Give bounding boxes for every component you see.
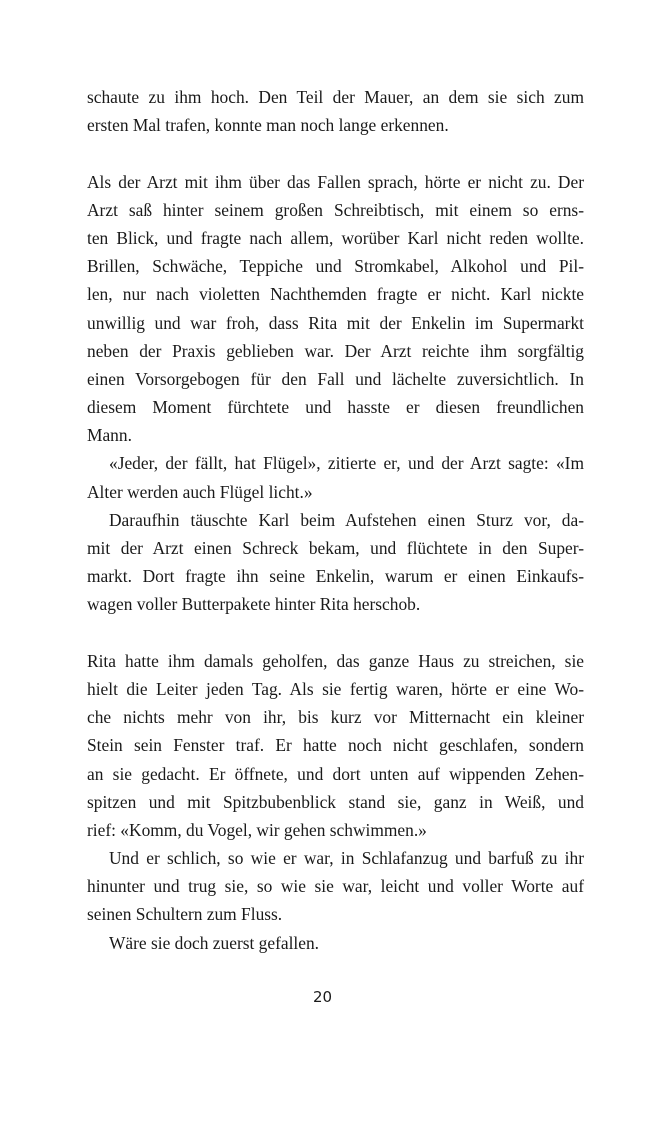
- text-line: len, nur nach violetten Nachthemden fragte er nicht. Karl nickte: [87, 284, 584, 305]
- text-line: Als der Arzt mit ihm über das Fallen sprach, hörte er nicht zu. Der: [87, 171, 584, 192]
- text-line: mit der Arzt einen Schreck bekam, und flüchtete in den Super-: [87, 538, 584, 558]
- paragraph-4: [87, 506, 584, 619]
- paragraph-5: [87, 647, 584, 844]
- text-line: Mann.: [87, 425, 132, 446]
- text-line: ersten Mal trafen, konnte man noch lange erkennen.: [87, 115, 449, 136]
- text-line: neben der Praxis geblieben war. Der Arzt reichte ihm sorgfältig: [87, 340, 584, 361]
- text-line: rief: «Komm, du Vogel, wir gehen schwimmen.»: [87, 819, 427, 840]
- text-line: che nichts mehr von ihr, bis kurz vor Mitternacht ein kleiner: [87, 707, 584, 728]
- paragraph-2: [87, 168, 584, 450]
- text-line: wagen voller Butterpakete hinter Rita herschob.: [87, 594, 421, 615]
- text-line: Arzt saß hinter seinem großen Schreibtisch, mit einem so erns-: [87, 199, 584, 220]
- body-text: [87, 83, 584, 957]
- section-break: [87, 619, 584, 647]
- paragraph-1: [87, 83, 584, 139]
- text-line: diesem Moment fürchtete und hasste er diesen freundlichen: [87, 397, 584, 418]
- text-line: Und er schlich, so wie er war, in Schlafanzug und barfuß zu ihr: [109, 848, 584, 869]
- text-line: schaute zu ihm hoch. Den Teil der Mauer, an dem sie sich zum: [87, 87, 584, 107]
- paragraph-3: [87, 449, 584, 505]
- text-line: spitzen und mit Spitzbubenblick stand sie, ganz in Weiß, und: [87, 791, 584, 812]
- text-line: Wäre sie doch zuerst gefallen.: [109, 932, 320, 953]
- text-line: hinunter und trug sie, so wie sie war, leicht und voller Worte auf: [87, 876, 584, 897]
- paragraph-7: [87, 929, 584, 957]
- text-line: Alter werden auch Flügel licht.»: [87, 481, 313, 502]
- text-line: «Jeder, der fällt, hat Flügel», zitierte er, und der Arzt sagte: «Im: [109, 453, 584, 474]
- text-line: unwillig und war froh, dass Rita mit der Enkelin im Supermarkt: [87, 312, 584, 333]
- text-line: Stein sein Fenster traf. Er hatte noch nicht geschlafen, sondern: [87, 735, 584, 756]
- text-line: ten Blick, und fragte nach allem, worüber Karl nicht reden wollte.: [87, 227, 584, 248]
- text-line: an sie gedacht. Er öffnete, und dort unten auf wippenden Zehen-: [87, 763, 584, 784]
- section-break: [87, 139, 584, 167]
- text-line: hielt die Leiter jeden Tag. Als sie fertig waren, hörte er eine Wo-: [87, 678, 584, 699]
- text-line: Brillen, Schwäche, Teppiche und Stromkabel, Alkohol und Pil-: [87, 256, 584, 277]
- text-line: einen Vorsorgebogen für den Fall und lächelte zuversichtlich. In: [87, 368, 584, 389]
- text-line: Rita hatte ihm damals geholfen, das ganze Haus zu streichen, sie: [87, 650, 584, 671]
- paragraph-6: [87, 844, 584, 929]
- text-line: Daraufhin täuschte Karl beim Aufstehen einen Sturz vor, da-: [109, 509, 584, 530]
- page-number: 20: [312, 988, 333, 1006]
- text-line: markt. Dort fragte ihn seine Enkelin, warum er einen Einkaufs-: [87, 566, 584, 587]
- text-line: seinen Schultern zum Fluss.: [87, 904, 283, 925]
